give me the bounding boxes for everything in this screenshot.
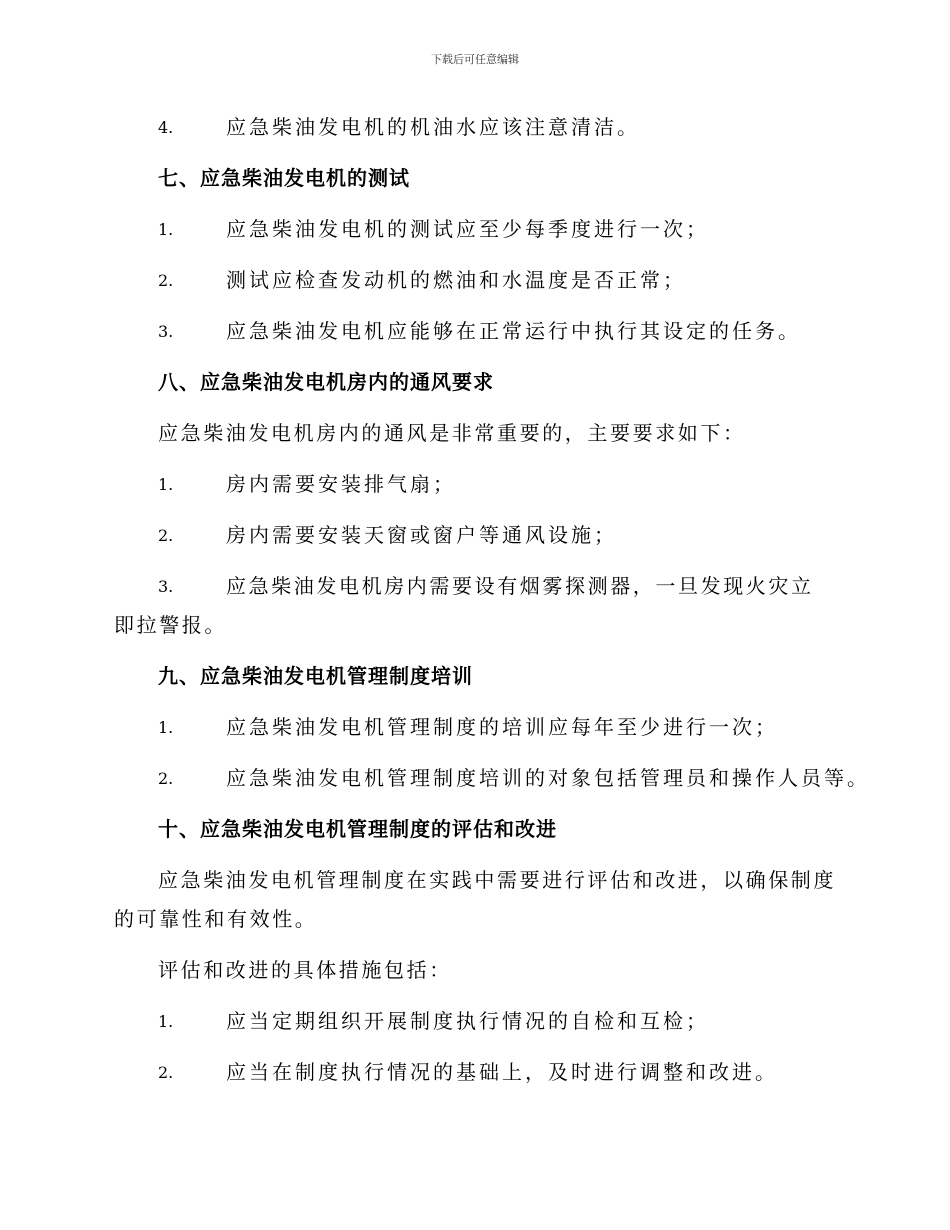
list-number: 3. [158, 577, 174, 596]
list-item-text: 测试应检查发动机的燃油和水温度是否正常； [226, 268, 686, 292]
list-number: 1. [158, 220, 174, 239]
list-item [114, 108, 836, 147]
list-item [114, 1053, 836, 1092]
list-item [114, 312, 836, 351]
section-heading-9: 九、应急柴油发电机管理制度培训 [158, 664, 473, 688]
section-heading-8: 八、应急柴油发电机房内的通风要求 [158, 370, 494, 394]
paragraph: 应急柴油发电机管理制度在实践中需要进行评估和改进，以确保制度的可靠性和有效性。 [114, 868, 836, 931]
page-header: 下载后可任意编辑 [431, 53, 519, 66]
list-item-text: 应急柴油发电机房内需要设有烟雾探测器，一旦发现火灾立即拉警报。 [114, 574, 814, 637]
list-item [114, 516, 836, 555]
list-number: 4. [158, 118, 174, 137]
list-item-text: 应当定期组织开展制度执行情况的自检和互检； [226, 1009, 709, 1033]
list-item [114, 759, 870, 798]
list-number: 3. [158, 322, 174, 341]
list-item-text: 房内需要安装天窗或窗户等通风设施； [226, 523, 617, 547]
list-item [114, 465, 836, 504]
list-item [114, 210, 836, 249]
list-item [114, 261, 836, 300]
list-number: 1. [158, 1012, 174, 1031]
document-body [114, 108, 870, 1104]
paragraph: 应急柴油发电机房内的通风是非常重要的，主要要求如下： [158, 421, 746, 445]
list-number: 1. [158, 718, 174, 737]
section-heading-7: 七、应急柴油发电机的测试 [158, 166, 410, 190]
list-item-text: 应急柴油发电机应能够在正常运行中执行其设定的任务。 [226, 319, 801, 343]
list-item-text: 房内需要安装排气扇； [226, 472, 456, 496]
paragraph: 评估和改进的具体措施包括： [158, 958, 452, 982]
list-item-text: 应急柴油发电机管理制度的培训应每年至少进行一次； [226, 715, 778, 739]
list-item-text: 应急柴油发电机管理制度培训的对象包括管理员和操作人员等。 [226, 766, 870, 790]
section-heading-10: 十、应急柴油发电机管理制度的评估和改进 [158, 817, 557, 841]
list-number: 2. [158, 769, 174, 788]
list-number: 2. [158, 1063, 174, 1082]
list-number: 2. [158, 526, 174, 545]
list-item-text: 应急柴油发电机的机油水应该注意清洁。 [226, 115, 640, 139]
list-item [114, 567, 836, 645]
list-item [114, 708, 836, 747]
list-item-text: 应当在制度执行情况的基础上，及时进行调整和改进。 [226, 1060, 778, 1084]
list-item-text: 应急柴油发电机的测试应至少每季度进行一次； [226, 217, 709, 241]
list-number: 2. [158, 271, 174, 290]
list-number: 1. [158, 475, 174, 494]
list-item [114, 1002, 836, 1041]
